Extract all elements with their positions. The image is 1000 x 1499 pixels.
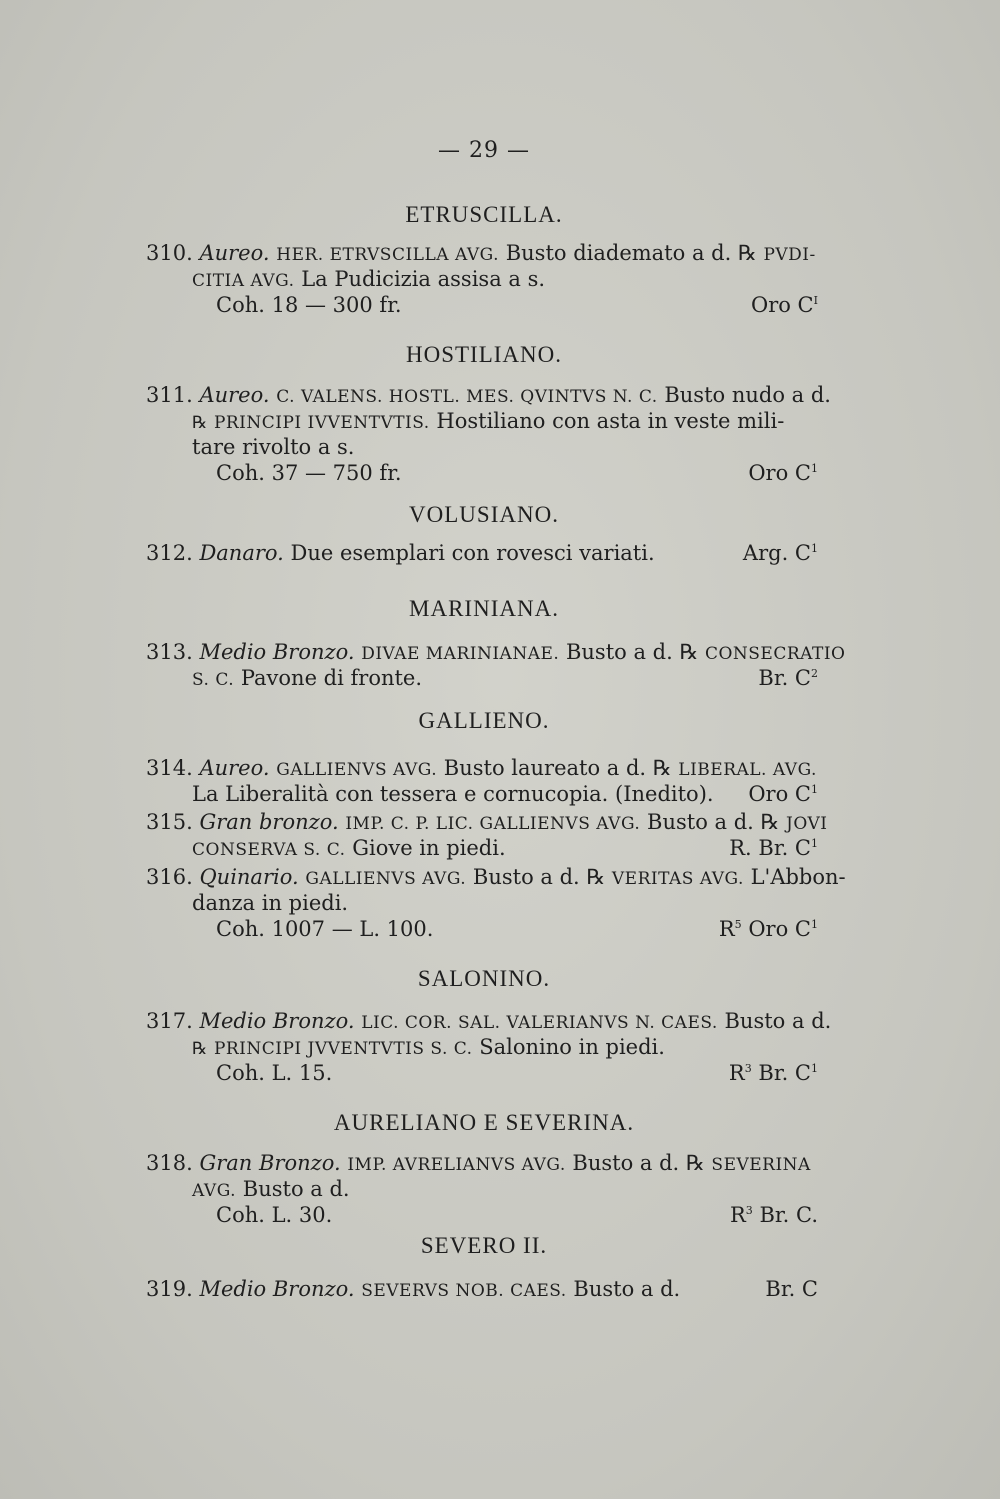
catalog-entry-314 (146, 755, 818, 807)
catalog-entry-315 (146, 809, 828, 861)
obverse-legend: SEVERVS NOB. CAES. (361, 1281, 567, 1301)
cohen-reference: Coh. 1007 — L. 100. (216, 917, 434, 941)
entry-number: 314. (146, 756, 193, 780)
obverse-legend: IMP. C. P. LIC. GALLIENVS AVG. (345, 814, 641, 834)
reverse-legend: PRINCIPI JVVENTVTIS S. C. (213, 1039, 473, 1059)
catalog-entry-318 (146, 1150, 818, 1228)
catalog-entry-317 (146, 1008, 832, 1086)
metal-grade: Arg. C (742, 541, 811, 565)
entry-number: 318. (146, 1151, 193, 1175)
entry-number: 319. (146, 1277, 193, 1301)
obverse-legend: C. VALENS. HOSTL. MES. QVINTVS N. C. (276, 387, 658, 407)
coin-type: Medio Bronzo. (199, 1009, 355, 1033)
reverse-legend: CONSECRATIO (704, 644, 846, 664)
grade-sup: I (813, 294, 818, 307)
description: Busto laureato a d. ℞ (437, 756, 679, 780)
catalog-entry-313 (146, 639, 846, 691)
description: Hostiliano con asta in veste mili- (429, 409, 785, 433)
reverse-symbol: ℞ (192, 1039, 208, 1059)
metal-grade: Oro C (748, 917, 811, 941)
coin-type: Medio Bronzo. (199, 640, 355, 664)
rarity: R (728, 1061, 745, 1085)
grade-sup: 1 (811, 918, 818, 931)
description: Busto a d. ℞ (565, 1151, 712, 1175)
section-heading: VOLUSIANO. (409, 502, 559, 527)
reverse-legend: AVG. (192, 1181, 237, 1201)
catalog-entry-316 (146, 864, 846, 942)
metal-grade: Br. C (758, 1061, 811, 1085)
reverse-legend: VERITAS AVG. (611, 869, 744, 889)
coin-type: Aureo. (199, 383, 270, 407)
metal-grade: Oro C (750, 293, 814, 317)
section-heading: GALLIENO. (418, 708, 550, 733)
obverse-legend: GALLIENVS AVG. (305, 869, 467, 889)
entry-number: 315. (146, 810, 193, 834)
description: Due esemplari con rovesci variati. (283, 541, 655, 565)
grade-sup: 2 (811, 667, 818, 680)
section-heading: ETRUSCILLA. (405, 202, 563, 227)
reverse-legend: SEVERINA (711, 1155, 811, 1175)
section-heading: SEVERO II. (420, 1233, 548, 1258)
cohen-reference: Coh. L. 30. (216, 1203, 333, 1227)
description: Giove in piedi. (345, 836, 506, 860)
section-heading: SALONINO. (417, 966, 551, 991)
cohen-reference: Coh. 37 — 750 fr. (216, 461, 402, 485)
description: L'Abbon- (743, 865, 846, 889)
reverse-legend: JOVI (786, 814, 828, 834)
rarity-sup: 3 (744, 1062, 752, 1075)
page-number: — 29 — (438, 138, 530, 163)
reverse-legend: CONSERVA S. C. (192, 840, 346, 860)
section-heading: MARINIANA. (409, 596, 559, 621)
description: Pavone di fronte. (234, 666, 423, 690)
grade-sup: 1 (811, 1062, 818, 1075)
obverse-legend: LIC. COR. SAL. VALERIANVS N. CAES. (361, 1013, 718, 1033)
reverse-legend: CITIA AVG. (192, 271, 295, 291)
metal-grade: Br. C (758, 666, 811, 690)
metal-grade: Oro C (748, 461, 811, 485)
rarity: R (729, 1203, 746, 1227)
reverse-legend: S. C. (192, 670, 235, 690)
reverse-symbol: ℞ (192, 413, 208, 433)
cohen-reference: Coh. L. 15. (216, 1061, 333, 1085)
description: Busto nudo a d. (657, 383, 831, 407)
entry-number: 313. (146, 640, 193, 664)
grade-sup: 1 (811, 542, 818, 555)
catalog-entry-310 (146, 240, 818, 318)
section-heading: AURELIANO E SEVERINA. (333, 1110, 635, 1135)
obverse-legend: GALLIENVS AVG. (276, 760, 438, 780)
grade-sup: 1 (811, 783, 818, 796)
catalog-entry-312 (146, 540, 818, 566)
description: Salonino in piedi. (472, 1035, 665, 1059)
description: Busto a d. ℞ (559, 640, 705, 664)
rarity-sup: 3 (745, 1204, 753, 1217)
reverse-legend: LIBERAL. AVG. (678, 760, 817, 780)
description: Busto a d. ℞ (466, 865, 612, 889)
rarity-sup: 5 (734, 918, 742, 931)
metal-grade: Oro C (748, 782, 811, 806)
grade-sup: 1 (811, 837, 818, 850)
coin-type: Medio Bronzo. (199, 1277, 355, 1301)
obverse-legend: DIVAE MARINIANAE. (361, 644, 560, 664)
entry-number: 312. (146, 541, 193, 565)
metal-grade: Br. C (765, 1277, 818, 1301)
reverse-legend: PVDI- (763, 245, 816, 265)
obverse-legend: IMP. AVRELIANVS AVG. (347, 1155, 566, 1175)
catalog-entry-311 (146, 382, 831, 486)
rarity: R (718, 917, 735, 941)
catalog-entry-319 (146, 1276, 818, 1302)
description: La Liberalità con tessera e cornucopia. (Inedito). (192, 782, 714, 806)
entry-number: 317. (146, 1009, 193, 1033)
metal-grade: Br. C. (759, 1203, 818, 1227)
description: La Pudicizia assisa a s. (294, 267, 546, 291)
entry-number: 311. (146, 383, 193, 407)
entry-number: 310. (146, 241, 193, 265)
coin-type: Aureo. (199, 241, 270, 265)
coin-type: Quinario. (199, 865, 299, 889)
coin-type: Gran bronzo. (199, 810, 339, 834)
coin-type: Danaro. (199, 541, 284, 565)
description: Busto a d. ℞ (640, 810, 787, 834)
grade-sup: 1 (811, 462, 818, 475)
metal-grade: R. Br. C (729, 836, 811, 860)
description: Busto a d. (717, 1009, 832, 1033)
coin-type: Aureo. (199, 756, 270, 780)
section-heading: HOSTILIANO. (405, 342, 562, 367)
description: Busto diademato a d. ℞ (499, 241, 757, 265)
coin-type: Gran Bronzo. (199, 1151, 341, 1175)
entry-number: 316. (146, 865, 193, 889)
cohen-reference: Coh. 18 — 300 fr. (216, 293, 402, 317)
description: tare rivolto a s. (192, 435, 355, 459)
description: Busto a d. (236, 1177, 350, 1201)
description: Busto a d. (566, 1277, 681, 1301)
obverse-legend: HER. ETRVSCILLA AVG. (276, 245, 500, 265)
description: danza in piedi. (192, 891, 349, 915)
reverse-legend: PRINCIPI IVVENTVTIS. (213, 413, 430, 433)
